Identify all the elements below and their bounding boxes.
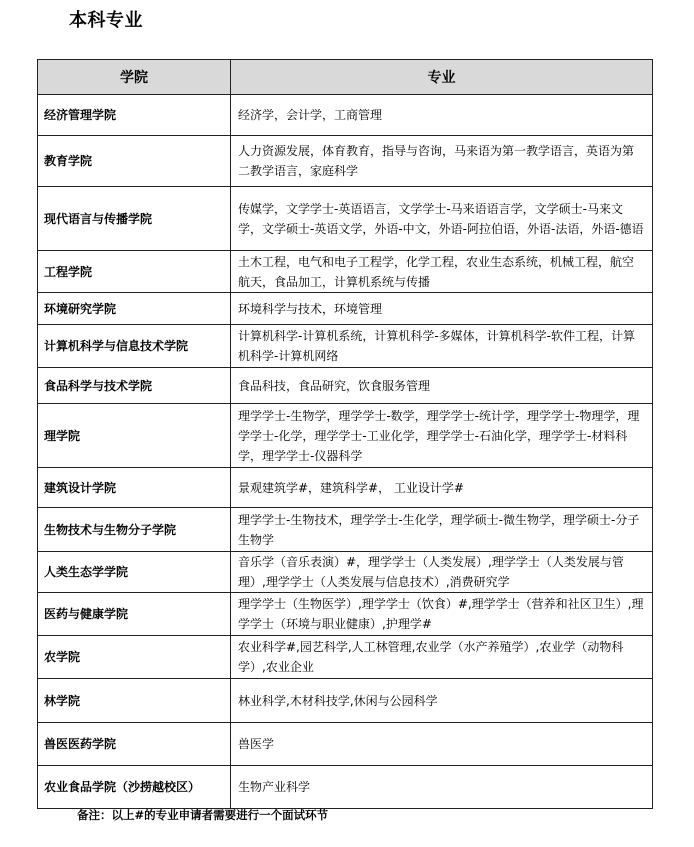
college-cell: 经济管理学院	[38, 95, 231, 136]
majors-cell: 景观建筑学#，建筑科学#， 工业设计学#	[231, 468, 653, 508]
college-cell: 医药与健康学院	[38, 593, 231, 636]
college-cell: 计算机科学与信息技术学院	[38, 325, 231, 368]
table-row	[38, 251, 653, 293]
table-row	[38, 468, 653, 508]
majors-table	[37, 59, 653, 809]
college-cell: 人类生态学学院	[38, 552, 231, 593]
page-title: 本科专业	[69, 10, 143, 31]
majors-cell: 经济学，会计学，工商管理	[231, 95, 653, 136]
majors-cell: 农业科学#,园艺科学,人工林管理,农业学（水产养殖学）,农业学（动物科学）,农业企业	[231, 636, 653, 679]
majors-cell: 理学学士-生物技术，理学学士-生化学，理学硕士-微生物学，理学硕士-分子生物学	[231, 508, 653, 552]
table-row	[38, 636, 653, 679]
college-cell: 现代语言与传播学院	[38, 187, 231, 251]
table-row	[38, 723, 653, 766]
college-cell: 生物技术与生物分子学院	[38, 508, 231, 552]
college-cell: 理学院	[38, 404, 231, 468]
college-cell: 建筑设计学院	[38, 468, 231, 508]
college-cell: 环境研究学院	[38, 293, 231, 325]
majors-cell: 环境科学与技术，环境管理	[231, 293, 653, 325]
majors-cell: 人力资源发展，体育教育，指导与咨询，马来语为第一教学语言，英语为第二教学语言，家庭科学	[231, 136, 653, 187]
majors-cell: 计算机科学-计算机系统，计算机科学-多媒体，计算机科学-软件工程，计算机科学-计算机网络	[231, 325, 653, 368]
college-cell: 兽医医药学院	[38, 723, 231, 766]
table-row	[38, 187, 653, 251]
table-row	[38, 95, 653, 136]
table-row	[38, 325, 653, 368]
college-column-header: 学院	[38, 60, 231, 95]
table-row	[38, 679, 653, 723]
table-row	[38, 404, 653, 468]
majors-cell: 土木工程，电气和电子工程学，化学工程，农业生态系统，机械工程，航空航天，食品加工，计算机系统与传播	[231, 251, 653, 293]
college-cell: 农学院	[38, 636, 231, 679]
college-cell: 工程学院	[38, 251, 231, 293]
table-row	[38, 136, 653, 187]
table-row	[38, 368, 653, 404]
majors-cell: 生物产业科学	[231, 766, 653, 809]
majors-cell: 传媒学，文学学士-英语语言，文学学士-马来语语言学，文学硕士-马来文学，文学硕士-英语文学，外语-中文，外语-阿拉伯语，外语-法语，外语-德语	[231, 187, 653, 251]
majors-cell: 兽医学	[231, 723, 653, 766]
majors-column-header: 专业	[231, 60, 653, 95]
majors-cell: 音乐学（音乐表演）#，理学学士（人类发展）,理学学士（人类发展与管理）,理学学士（人类发展与信息技术）,消费研究学	[231, 552, 653, 593]
college-cell: 林学院	[38, 679, 231, 723]
college-cell: 食品科学与技术学院	[38, 368, 231, 404]
majors-cell: 理学学士-生物学，理学学士-数学，理学学士-统计学，理学学士-物理学，理学学士-化学，理学学士-工业化学，理学学士-石油化学，理学学士-材料科学，理学学士-仪器科学	[231, 404, 653, 468]
majors-cell: 理学学士（生物医学）,理学学士（饮食）#,理学学士（营养和社区卫生）,理学学士（环境与职业健康）,护理学#	[231, 593, 653, 636]
majors-cell: 林业科学,木材科技学,休闲与公园科学	[231, 679, 653, 723]
table-row	[38, 508, 653, 552]
table-header-row	[38, 60, 653, 95]
college-cell: 教育学院	[38, 136, 231, 187]
table-row	[38, 552, 653, 593]
footnote: 备注：以上#的专业申请者需要进行一个面试环节	[77, 808, 329, 822]
majors-cell: 食品科技，食品研究，饮食服务管理	[231, 368, 653, 404]
table-row	[38, 293, 653, 325]
table-row	[38, 593, 653, 636]
college-cell: 农业食品学院（沙捞越校区）	[38, 766, 231, 809]
table-row	[38, 766, 653, 809]
